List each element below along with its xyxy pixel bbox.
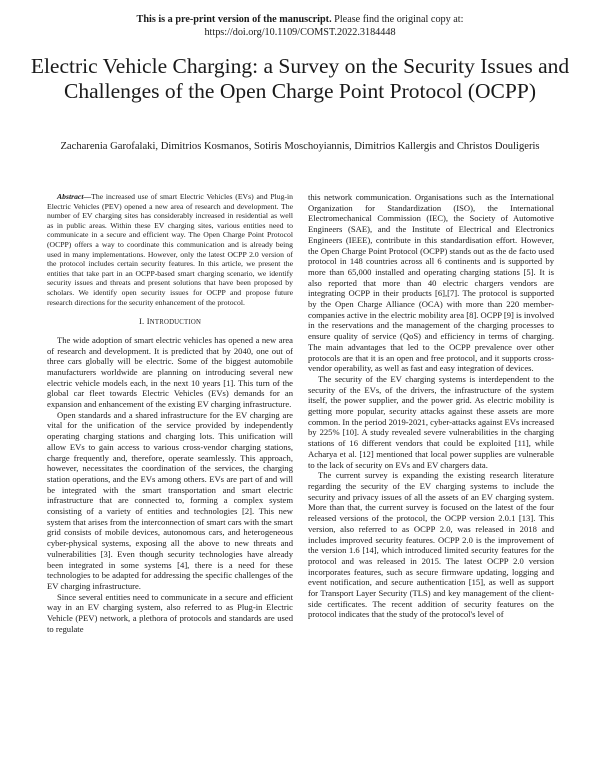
preprint-notice-rest: Please find the original copy at: bbox=[331, 14, 464, 25]
section-heading-introduction: I. INTRODUCTION bbox=[138, 316, 202, 327]
abstract-label: Abstract— bbox=[57, 192, 92, 201]
abstract bbox=[47, 192, 293, 307]
paper-title: Electric Vehicle Charging: a Survey on the Security Issues and Challenges of the Open Charge Point Protocol (OCPP) bbox=[30, 54, 570, 103]
doi-link[interactable]: https://doi.org/10.1109/COMST.2022.3184448 bbox=[204, 27, 396, 38]
preprint-notice bbox=[0, 13, 600, 39]
body-paragraph: this network communication. Organisations such as the International Organization for Standardization (ISO), the International Electromechanical Commission (IEC), the Society of Automotive Engineers (SAE), and the Institute of Electrical and Electronics Engineers (IEEE), contribute in this standardisation effort. However, the Open Charge Point Protocol (OCPP) stands out as the de facto used protocol in 148 countries across all 6 continents and is supported by more than 65,000 installed and operating charging stations [5]. It is also reported that more than 40 electric chargers vendors are integrating OCPP in their products [6],[7]. The protocol is supported by the Open Charge Alliance (OCA) with more than 220 member-companies active in the electric mobility area [8]. OCPP [9] is involved in the reservations and the management of the charging processes to ensure quality of service (QoS) and efficiency in terms of charging. The main advantages that led to the OCPP prevalence over other protocols are that it is an open and free protocol, and it supports cross-vendor operability, as well as fast and easy integration of devices. bbox=[308, 192, 554, 374]
author-list: Zacharenia Garofalaki, Dimitrios Kosmanos, Sotiris Moschoyiannis, Dimitrios Kallergis and Christos Douligeris bbox=[60, 141, 540, 152]
left-column bbox=[47, 192, 293, 635]
body-paragraph: The current survey is expanding the existing research literature regarding the security of the EV charging systems to include the security and privacy issues of all the assets of an EV charging system. More than that, the current survey is focused on the latest of the four released versions of the protocol, the OCPP version 2.0.1 [13]. This version, also referred to as OCPP 2.0, was released in 2018 and includes improved security features. OCPP 2.0 is the improvement of the version 1.6 [14], which introduced limited security features for the protocol and was released in 2015. The latest OCPP 2.0 version incorporates features, such as secure firmware updating, logging and event notification, and secure authentication [15], as well as support for Transport Layer Security (TLS) and key management of the client-side certificates. The recent addition of security features on the protocol indicates that the study of the protocol's level of bbox=[308, 470, 554, 620]
preprint-notice-bold: This is a pre-print version of the manuscript. bbox=[136, 14, 332, 25]
body-paragraph: Open standards and a shared infrastructure for the EV charging are vital for the unification of the service provided by independently operating charging stations and charging lots. This unification will allow EVs to gain access to various cross-vendor charging stations, charge frequently and, therefore, operate seamlessly. This approach, however, necessitates the coordination of the services, the charging station operations, and the EVs among others. EVs are part of and will be integrated with the smart transportation and smart electric infrastructure that are connected to, forming a complex system consisting of a variety of entities and technologies [2]. This new system that arises from the interconnection of smart cars with the smart grid consists of mobile devices, autonomous cars, and heterogeneous cyber-physical systems, exposing all the above to new threats and vulnerabilities [3]. Even though security technologies have already been integrated in some systems [4], there is a need for these technologies to be adapted for addressing the specific challenges of the EV charging infrastructure. bbox=[47, 409, 293, 591]
body-paragraph: The security of the EV charging systems is interdependent to the security of the EVs, of the drivers, the infrastructure of the system itself, the power supplier, and the power grid. As electric mobility is getting more popular, security attacks against these assets are more common. In the period 2019-2021, cyber-attacks against EVs increased by 225% [10]. A study revealed severe vulnerabilities in the charging stations of 16 different vendors that could be exploited [11], while Acharya et al. [12] mentioned that local power supplies are vulnerable to the lack of security on EVs and EV chargers data. bbox=[308, 373, 554, 470]
body-paragraph: The wide adoption of smart electric vehicles has opened a new area of research and development. It is predicted that by 2040, one out of three cars globally will be electric. Some of the biggest automobile manufacturers worldwide are planning on introducing several new electric vehicle models each, in the next 10 years [1]. This turn of the global car fleet towards Electric Vehicles (EVs) demands for an expansion and enhancement of the existing EV charging infrastructure. bbox=[47, 334, 293, 410]
body-paragraph: Since several entities need to communicate in a secure and efficient way in an EV charging system, also referred to as Plug-in Electric Vehicle (PEV) network, a plethora of protocols and standards are used to regulate bbox=[47, 591, 293, 634]
right-column bbox=[308, 192, 554, 620]
abstract-text: The increased use of smart Electric Vehicles (EVs) and Plug-in Electric Vehicles (PEV) opened a new area of research and development. The number of EV charging sites has considerably increased in residential as well as in public areas. Within these EV charging sites, various entities need to communicate in a secure and efficient way. The Open Charge Point Protocol (OCPP) offers a way to coordinate this communication and is already being used in many implementations. However, only the latest OCPP 2.0 version of the protocol includes certain security features. In this article, we present the entities that take part in an OCPP-based smart charging scenario, we identify security issues and threats and present solutions that have been proposed by scholars. We identify open security issues for OCPP and propose future research directions for the security enhancement of the protocol. bbox=[47, 192, 293, 307]
